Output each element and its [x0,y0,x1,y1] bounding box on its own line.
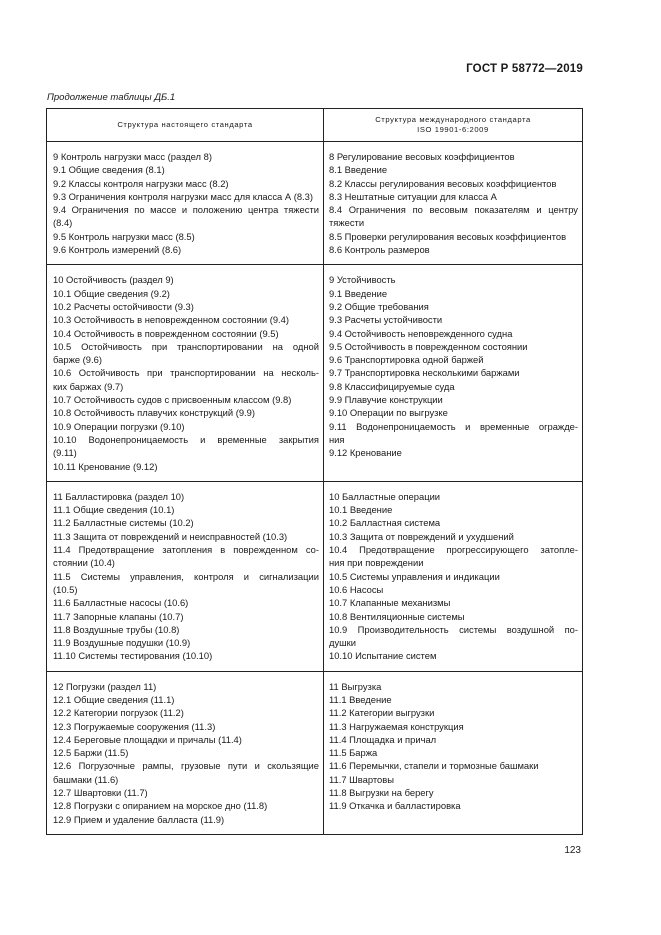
cell-line: 9.5 Остойчивость в поврежденном состоянии [329,340,528,352]
cell-international-standard [324,481,583,671]
cell-line: 10.6 Остойчивость при транспортировании на несколь- [53,367,319,379]
cell-line: душки [329,637,357,649]
cell-line: (8.4) [53,217,73,229]
cell-line: 9.11 Водонепроницаемость и временные огражде- [329,420,578,432]
cell-line: 12.9 Прием и удаление балласта (11.9) [53,813,225,825]
cell-line: 11.3 Нагружаемая конструкция [329,720,464,732]
cell-line: 9.10 Операции по выгрузке [329,407,448,419]
cell-line: 10.3 Защита от повреждений и ухудшений [329,530,514,542]
cell-line: 9.3 Расчеты устойчивости [329,314,443,326]
cell-line: 11.1 Общие сведения (10.1) [53,504,175,516]
cell-line: 10.3 Остойчивость в неповрежденном состоянии (9.4) [53,314,289,326]
cell-line: 8.1 Введение [329,164,388,176]
cell-line: 9.3 Ограничения контроля нагрузки масс для класса А (8.3) [53,190,313,202]
cell-line: 11.6 Перемычки, стапели и тормозные башмаки [329,760,539,772]
cell-line: 9.6 Транспортировка одной баржей [329,354,484,366]
cell-line: 10 Остойчивость (раздел 9) [53,274,174,286]
cell-line: 10.10 Испытание систем [329,650,437,662]
cell-line: 10.9 Операции погрузки (9.10) [53,420,185,432]
cell-line: 9.8 Классифицируемые суда [329,380,455,392]
cell-line: 10.4 Остойчивость в поврежденном состоянии (9.5) [53,327,279,339]
cell-line: 12.6 Погрузочные рампы, грузовые пути и скользящие [53,760,319,772]
column-header-right-line2: ISO 19901-6:2009 [417,125,489,134]
cell-line: 10.2 Расчеты остойчивости (9.3) [53,300,194,312]
cell-line: 12.2 Категории погрузок (11.2) [53,707,184,719]
cell-line: 10.9 Производительность системы воздушной по- [329,623,578,635]
cell-line: ния при повреждении [329,557,424,569]
cell-line: 9.12 Кренование [329,447,402,459]
cell-line: 11.5 Системы управления, контроля и сигнализации [53,570,319,582]
cell-line: башмаки (11.6) [53,773,119,785]
cell-line: 10.6 Насосы [329,583,384,595]
cell-line: 12.5 Баржи (11.5) [53,747,129,759]
cell-line: ких баржах (9.7) [53,380,124,392]
cell-line: 10.4 Предотвращение прогрессирующего затопле- [329,544,578,556]
cell-line: 10.5 Системы управления и индикации [329,570,500,582]
cell-line: 11.7 Запорные клапаны (10.7) [53,610,184,622]
cell-line: 12.8 Погрузки с опиранием на морское дно (11.8) [53,800,268,812]
cell-line: 12.1 Общие сведения (11.1) [53,693,175,705]
cell-line: 10.8 Вентиляционные системы [329,610,465,622]
table-row [47,671,583,834]
correspondence-table [46,108,583,835]
cell-line: 11 Балластировка (раздел 10) [53,490,185,502]
cell-line: 9.4 Остойчивость неповрежденного судна [329,327,513,339]
cell-line: 11.3 Защита от повреждений и неисправностей (10.3) [53,530,288,542]
cell-line: 11.9 Воздушные подушки (10.9) [53,637,191,649]
table-row [47,481,583,671]
cell-line: 11 Выгрузка [329,680,382,692]
column-header-right-line1: Структура международного стандарта [375,114,531,124]
cell-line: барже (9.6) [53,354,102,366]
cell-current-standard [47,671,324,834]
cell-line: 12 Погрузки (раздел 11) [53,680,157,692]
cell-line: 9 Контроль нагрузки масс (раздел 8) [53,151,212,162]
cell-international-standard [324,142,583,265]
cell-line: 11.6 Балластные насосы (10.6) [53,597,189,609]
column-header-left-text: Структура настоящего стандарта [117,119,253,129]
standard-number: ГОСТ Р 58772—2019 [466,63,583,75]
cell-line: 11.5 Баржа [329,747,378,759]
cell-line: 10.7 Клапанные механизмы [329,597,451,609]
cell-line: 12.3 Погружаемые сооружения (11.3) [53,720,216,732]
table-header-row [47,109,583,142]
cell-line: 9.5 Контроль нагрузки масс (8.5) [53,230,195,242]
cell-line: 8.5 Проверки регулирования весовых коэффициентов [329,230,567,242]
cell-line: 11.8 Воздушные трубы (10.8) [53,623,180,635]
cell-line: 10.10 Водонепроницаемость и временные закрытия [53,433,319,445]
cell-line: 8.3 Нештатные ситуации для класса А [329,190,497,202]
cell-line: 9.6 Контроль измерений (8.6) [53,244,182,256]
cell-line: 11.9 Откачка и балластировка [329,800,461,812]
cell-line: 8.6 Контроль размеров [329,244,430,256]
table-row [47,265,583,481]
cell-line: 10.5 Остойчивость при транспортировании на одной [53,340,319,352]
cell-line: 12.7 Швартовки (11.7) [53,787,148,799]
cell-line: (9.11) [53,447,77,459]
cell-line: ния [329,433,345,445]
table-caption: Продолжение таблицы ДБ.1 [47,92,176,103]
cell-line: 10.11 Кренование (9.12) [53,460,158,472]
cell-line: 11.4 Предотвращение затопления в поврежденном со- [53,544,319,556]
cell-line: (10.5) [53,583,78,595]
cell-current-standard [47,481,324,671]
cell-line: 11.10 Системы тестирования (10.10) [53,650,213,662]
cell-current-standard [47,142,324,265]
cell-line: 9.1 Общие сведения (8.1) [53,164,165,176]
cell-line: 8.2 Классы регулирования весовых коэффициентов [329,177,557,189]
cell-line: 10 Балластные операции [329,490,441,502]
cell-line: 9.4 Ограничения по массе и положению центра тяжести [53,204,319,216]
cell-line: 11.4 Площадка и причал [329,733,437,745]
cell-line: 9.7 Транспортировка несколькими баржами [329,367,520,379]
page-number: 123 [564,845,581,856]
cell-current-standard [47,265,324,481]
cell-line: 9.2 Классы контроля нагрузки масс (8.2) [53,177,229,189]
cell-line: 9.1 Введение [329,287,388,299]
cell-international-standard [324,671,583,834]
cell-line: 9.9 Плавучие конструкции [329,394,443,406]
cell-line: 10.8 Остойчивость плавучих конструкций (9.9) [53,407,255,419]
cell-international-standard [324,265,583,481]
cell-line: 10.1 Общие сведения (9.2) [53,287,170,299]
column-header-left [47,109,324,142]
cell-line: 9 Устойчивость [329,274,396,286]
table-row [47,142,583,265]
cell-line: 11.2 Балластные системы (10.2) [53,517,194,529]
cell-line: 10.2 Балластная система [329,517,441,529]
cell-line: тяжести [329,217,365,229]
cell-line: 11.8 Выгрузки на берегу [329,787,434,799]
cell-line: 11.7 Швартовы [329,773,394,785]
cell-line: 10.7 Остойчивость судов с присвоенным классом (9.8) [53,394,292,406]
cell-line: 8.4 Ограничения по весовым показателям и центру [329,204,578,216]
cell-line: 10.1 Введение [329,504,393,516]
cell-line: 9.2 Общие требования [329,300,429,312]
cell-line: 12.4 Береговые площадки и причалы (11.4) [53,733,242,745]
column-header-right [324,109,583,142]
cell-line: 8 Регулирование весовых коэффициентов [329,151,515,162]
cell-line: 11.2 Категории выгрузки [329,707,435,719]
cell-line: 11.1 Введение [329,693,392,705]
cell-line: стоянии (10.4) [53,557,115,569]
